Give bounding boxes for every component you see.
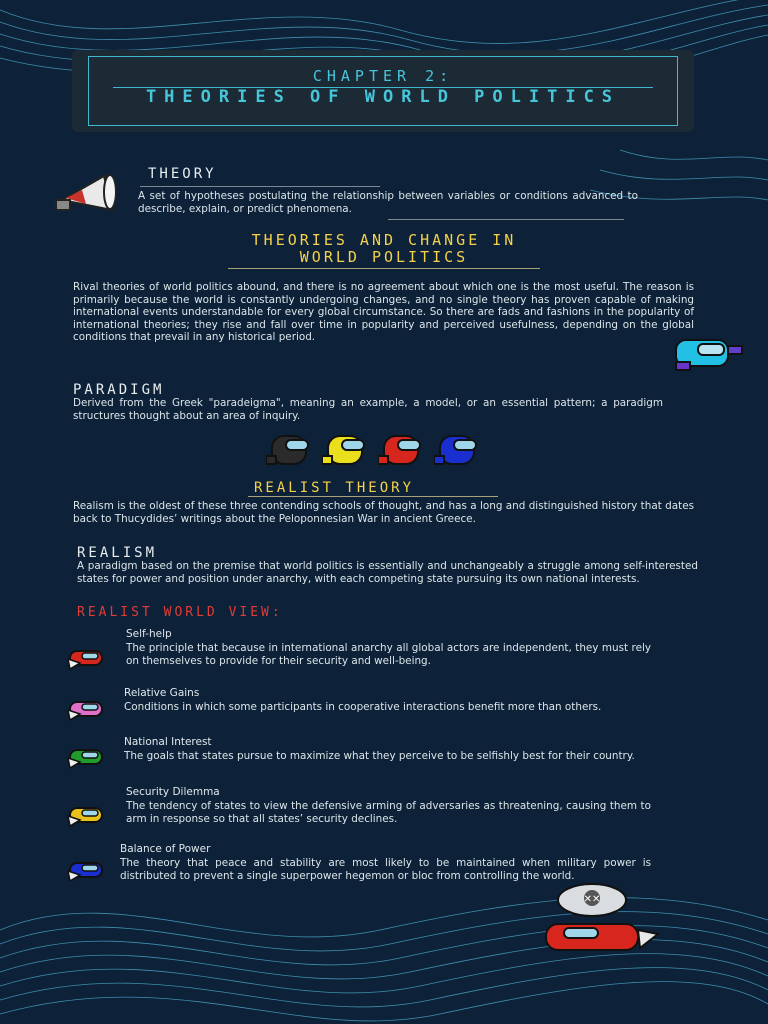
world-view-item-definition: The goals that states pursue to maximize what they perceive to be selfishly best for their country. (124, 750, 635, 762)
world-view-item-definition: The tendency of states to view the defensive arming of adversaries as threatening, causing them to arm in response so that all states’ security declines. (126, 800, 651, 825)
world-view-item-title: Relative Gains (124, 687, 200, 699)
world-view-item-title: National Interest (124, 736, 212, 748)
dead-crewmate-icon (66, 857, 110, 883)
realist-theory-heading: REALIST THEORY (254, 480, 415, 496)
realist-theory-underline (248, 496, 498, 497)
realism-definition: A paradigm based on the premise that world politics is essentially and unchangeably a struggle among self-interested states for power and position under anarchy, with each competing state pursuing its own national interests. (77, 560, 698, 585)
crewmate-blue-icon (434, 432, 484, 468)
dead-crewmate-icon (540, 880, 664, 964)
crewmate-black-icon (266, 432, 316, 468)
world-view-item-definition: The theory that peace and stability are most likely to be maintained when military power is distributed to prevent a single superpower hegemon or bloc from controlling the world. (120, 857, 651, 882)
page-title: THEORIES OF WORLD POLITICS (145, 87, 621, 107)
chapter-label: CHAPTER 2: (312, 67, 454, 85)
theory-underline (388, 219, 624, 220)
change-heading-line1: THEORIES AND CHANGE IN (251, 231, 517, 249)
theory-heading: THEORY (148, 166, 217, 182)
theory-divider (140, 186, 380, 187)
change-heading-underline (228, 268, 540, 269)
dead-crewmate-icon (66, 744, 110, 770)
theory-definition: A set of hypotheses postulating the relationship between variables or conditions advanced to describe, explain, or predict phenomena. (138, 190, 638, 215)
realist-world-view-heading: REALIST WORLD VIEW: (77, 605, 283, 620)
change-paragraph: Rival theories of world politics abound, and there is no agreement about which one is the most useful. The reason is primarily because the world is constantly undergoing changes, and no single theory has proven capable of making international events understandable for every global circumstance. So there are fads and fashions in the popularity of international theories; they rise and fall over time in popularity and perceived usefulness, depending on the global conditions that prevail in any historical period. (73, 281, 694, 343)
change-heading (120, 232, 648, 266)
chapter-title-box (72, 50, 694, 132)
svg-text:✕✕: ✕✕ (583, 894, 601, 905)
crewmate-yellow-icon (322, 432, 372, 468)
realist-theory-paragraph: Realism is the oldest of these three contending schools of thought, and has a long and distinguished history that dates back to Thucydides’ writings about the Peloponnesian War in ancient Greece. (73, 500, 694, 525)
paradigm-heading: PARADIGM (73, 382, 165, 398)
title-frame (88, 56, 678, 126)
change-heading-line2: WORLD POLITICS (299, 248, 469, 266)
dead-crewmate-icon (66, 802, 110, 828)
world-view-item-title: Security Dilemma (126, 786, 220, 798)
megaphone-icon (52, 170, 126, 218)
world-view-item-title: Balance of Power (120, 843, 211, 855)
world-view-item-title: Self-help (126, 628, 172, 640)
crewmate-cyan-icon (670, 334, 746, 374)
crewmate-red-icon (378, 432, 428, 468)
dead-crewmate-icon (66, 696, 110, 722)
paradigm-definition: Derived from the Greek "paradeigma", meaning an example, a model, or an essential pattern; a paradigm structures thought about an area of inquiry. (73, 397, 663, 422)
world-view-item-definition: The principle that because in international anarchy all global actors are independent, they must rely on themselves to provide for their security and well-being. (126, 642, 651, 667)
realism-heading: REALISM (77, 545, 158, 561)
dead-crewmate-icon (66, 645, 110, 671)
world-view-item-definition: Conditions in which some participants in cooperative interactions benefit more than others. (124, 701, 602, 713)
